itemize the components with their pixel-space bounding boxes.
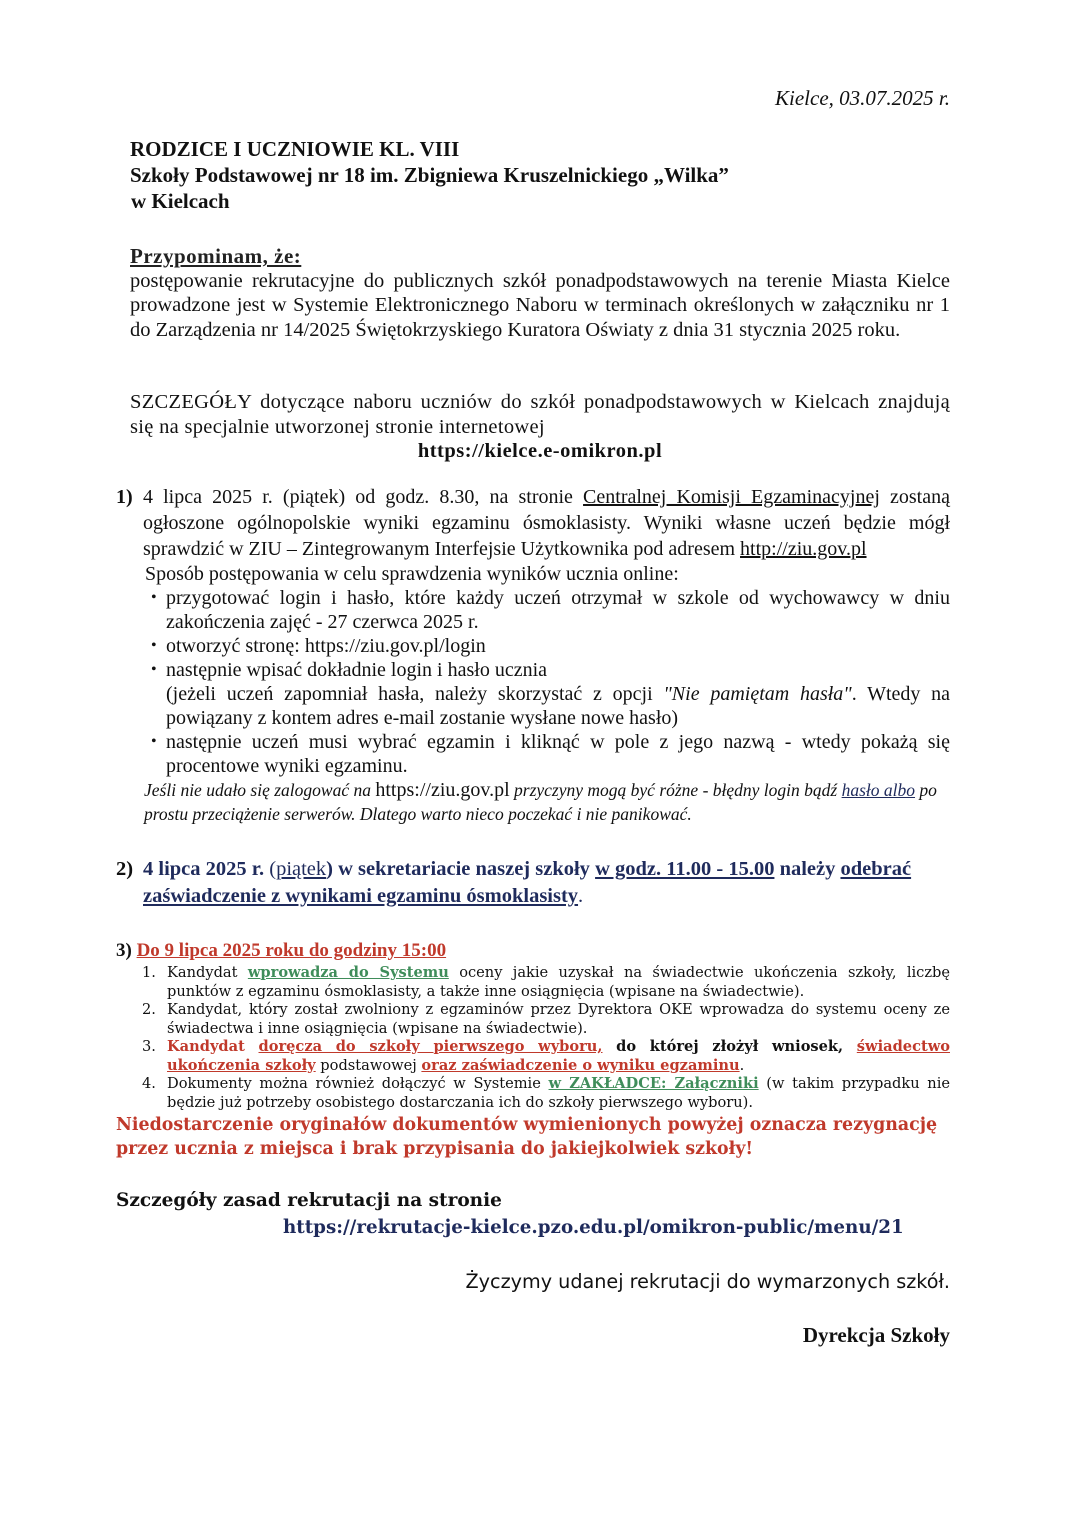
section-2 <box>116 856 950 910</box>
signature: Dyrekcja Szkoły <box>802 1323 950 1347</box>
section-1-text-a: 4 lipca 2025 r. (piątek) od godz. 8.30, na stronie <box>143 486 584 508</box>
list-item <box>142 1038 950 1075</box>
note-text-c: po prostu przeciążenie serwerów. Dlatego warto nieco poczekać i nie panikować. <box>144 780 937 824</box>
intro-body: postępowanie rekrutacyjne do publicznych szkół ponadpodstawowych na terenie Miasta Kielce prowadzone jest w Systemie Elektronicznego Naboru w terminach określonych w załączniku nr 1 do Zarządzenia nr 14/2025 Świętokrzyskiego Kuratora Oświaty z dnia 31 stycznia 2025 roku. <box>130 269 950 341</box>
addressee-line-2: Szkoły Podstawowej nr 18 im. Zbigniewa Kruszelnickiego „Wilka” <box>130 163 729 187</box>
bullet-3-main: • następnie wpisać dokładnie login i hasło ucznia <box>166 659 548 681</box>
section-3-deadline: Do 9 lipca 2025 roku do godziny 15:00 <box>136 940 447 961</box>
forgot-password-option: "Nie pamiętam hasła" <box>663 683 852 705</box>
details-url-link[interactable]: https://kielce.e-omikron.pl <box>417 440 663 462</box>
details-paragraph <box>130 390 950 464</box>
section-2-body <box>143 856 950 910</box>
section-1 <box>116 484 950 826</box>
section-2-day: piątek <box>276 858 327 880</box>
list-item-text: Kandydat, który został zwolniony z egzaminów przez Dyrektora OKE wprowadza do systemu oceny ze świadectwa i inne osiągnięcia (wpisane na świadectwie). <box>167 1001 950 1037</box>
intro-lead: Przypominam, że: <box>130 244 302 268</box>
section-3-number: 3) <box>116 940 132 961</box>
intro-paragraph <box>130 244 950 342</box>
note-ziu-url[interactable]: https://ziu.gov.pl <box>375 779 510 801</box>
document-date: Kielce, 03.07.2025 r. <box>775 86 950 110</box>
howto-heading: Sposób postępowania w celu sprawdzenia wyników ucznia online: <box>145 563 679 585</box>
exam-certificate-text: oraz zaświadczenie o wyniku egzaminu <box>421 1056 740 1074</box>
certificate-text: świadectwo ukończenia szkoły <box>167 1038 950 1074</box>
cke-link[interactable]: Centralnej Komisji Egzaminacyjnej <box>583 486 880 508</box>
list-item-text: . <box>739 1056 745 1074</box>
list-item-text: podstawowej <box>315 1056 422 1074</box>
note-text-a: Jeśli nie udało się zalogować na <box>144 780 376 800</box>
section-1-number: 1) <box>116 486 133 508</box>
bullet-3-extra-b: . Wtedy na powiązany z kontem adres e-mail zostanie wysłane nowe hasło) <box>166 683 950 729</box>
list-item <box>142 1075 950 1112</box>
note-text-b: przyczyny mogą być różne - błędny login bądź <box>509 780 842 800</box>
list-item-number: 4. <box>142 1075 156 1092</box>
section-2-paren: ( <box>264 858 277 880</box>
list-item-number: 3. <box>142 1038 156 1055</box>
bullet-item: • następnie uczeń musi wybrać egzamin i kliknąć w pole z jego nazwą - wtedy pokażą się procentowe wyniki egzaminu. <box>151 730 950 778</box>
bullet-item <box>151 658 950 730</box>
bullet-3-extra-a: (jeżeli uczeń zapomniał hasła, należy skorzystać z opcji <box>166 683 664 705</box>
list-item <box>142 964 950 1001</box>
section-1-body <box>143 484 950 562</box>
list-item-number: 2. <box>142 1001 156 1018</box>
attachments-tab-link[interactable]: w ZAKŁADCE: Załączniki <box>548 1075 759 1092</box>
ziu-link[interactable]: http://ziu.gov.pl <box>740 538 867 560</box>
section-2-number: 2) <box>116 858 134 880</box>
bullet-item: • otworzyć stronę: https://ziu.gov.pl/login <box>151 634 950 658</box>
addressee-line-3: w Kielcach <box>131 189 230 213</box>
section-2-certificate: odebrać zaświadczenie z wynikami egzaminu ósmoklasisty <box>143 858 912 907</box>
list-item-text: (w takim przypadku nie będzie już potrzeby osobistego dostarczania ich do szkoły pierwszego wyboru). <box>167 1075 951 1111</box>
section-2-hours: w godz. 11.00 - 15.00 <box>595 858 775 880</box>
deliver-school-text: doręcza do szkoły pierwszego wyboru, <box>258 1038 603 1055</box>
section-2-dot: . <box>578 885 584 907</box>
list-item <box>142 1001 950 1038</box>
login-note <box>144 778 950 826</box>
section-1-text-b: zostaną ogłoszone ogólnopolskie wyniki egzaminu ósmoklasisty. Wyniki własne uczeń będzie mógł sprawdzić w ZIU – Zintegrowanym Interfejsie Użytkownika pod adresem <box>143 486 950 560</box>
addressee-line-1: RODZICE I UCZNIOWIE KL. VIII <box>130 137 460 161</box>
rules-label: Szczegóły zasad rekrutacji na stronie <box>116 1190 502 1211</box>
list-item-text: do której złożył wniosek, <box>602 1038 857 1055</box>
section-3-list <box>142 964 950 1112</box>
rules-url-link[interactable]: https://rekrutacje-kielce.pzo.edu.pl/omikron-public/menu/21 <box>283 1217 904 1238</box>
section-2-text: ) w sekretariacie naszej szkoły <box>326 858 596 880</box>
addressee-header <box>130 136 729 214</box>
enter-system-link[interactable]: wprowadza do Systemu <box>247 964 449 981</box>
list-item-text: oceny jakie uzyskał na świadectwie ukończenia szkoły, liczbę punktów z egzaminu ósmoklasisty, a także inne osiągnięcia (wpisane na świadectwie). <box>167 964 950 1000</box>
details-text: SZCZEGÓŁY dotyczące naboru uczniów do szkół ponadpodstawowych w Kielcach znajdują się na specjalnie utworzonej stronie internetowej <box>130 391 950 438</box>
list-item-text: Kandydat <box>167 964 248 981</box>
section-3-heading-row <box>116 940 950 962</box>
section-2-text-2: należy <box>774 858 841 880</box>
warning-text: Niedostarczenie oryginałów dokumentów wymienionych powyżej oznacza rezygnację przez ucznia z miejsca i brak przypisania do jakiejkolwiek szkoły! <box>116 1115 938 1159</box>
section-3 <box>116 940 950 1161</box>
wish-text: Życzymy udanej rekrutacji do wymarzonych szkół. <box>465 1270 950 1293</box>
list-item-text: Kandydat <box>167 1038 259 1055</box>
note-password-link[interactable]: hasło albo <box>841 780 916 800</box>
list-item-text: Dokumenty można również dołączyć w Systemie <box>167 1075 549 1092</box>
bullet-3-extra <box>166 682 950 730</box>
bullet-item: • przygotować login i hasło, które każdy uczeń otrzymał w szkole od wychowawcy w dniu zakończenia zajęć - 27 czerwca 2025 r. <box>151 586 950 634</box>
list-item-number: 1. <box>142 964 156 981</box>
section-2-date: 4 lipca 2025 r. <box>143 858 265 880</box>
